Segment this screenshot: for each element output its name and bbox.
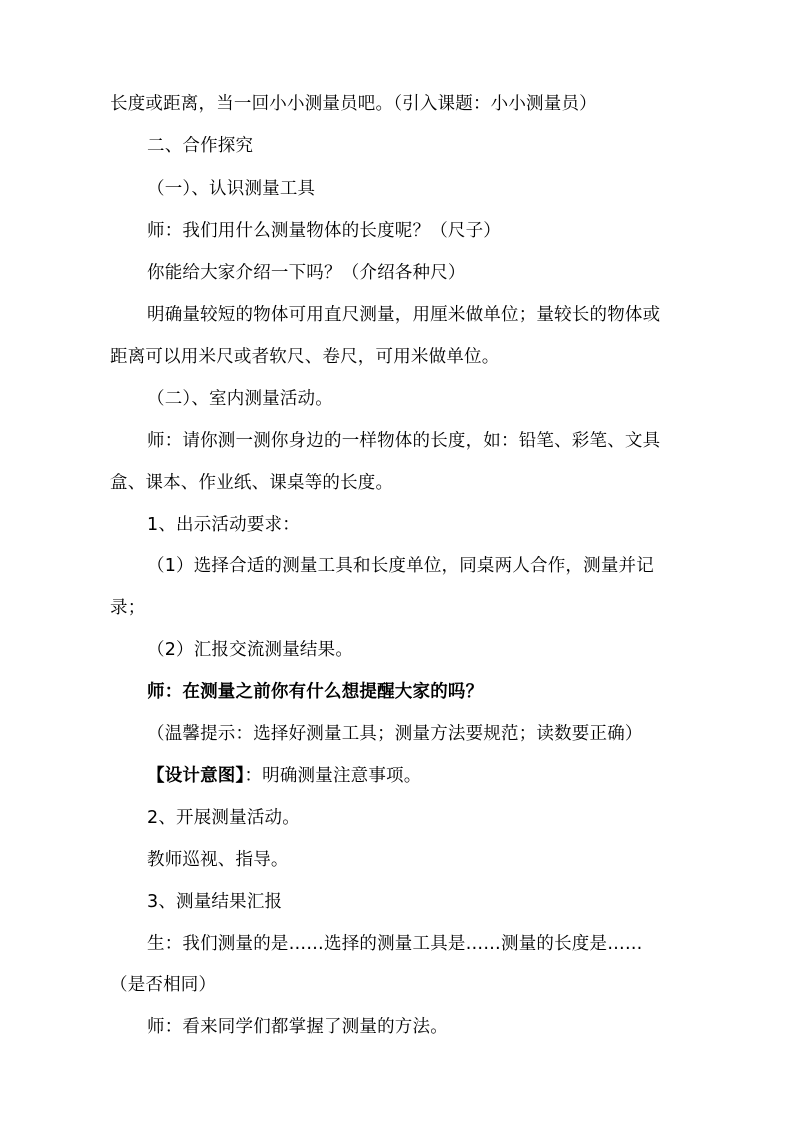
text-line: 教师巡视、指导。: [147, 850, 289, 870]
text-line: 师：请你测一测你身边的一样物体的长度，如：铅笔、彩笔、文具: [147, 431, 661, 451]
text-line: 师：看来同学们都掌握了测量的方法。: [147, 1017, 448, 1037]
text-line: 盒、课本、作业纸、课桌等的长度。: [110, 473, 394, 493]
section-heading: 二、合作探究: [147, 136, 254, 156]
text-line: 你能给大家介绍一下吗？（介绍各种尺）: [147, 263, 466, 283]
text-line: 师：我们用什么测量物体的长度呢？（尺子）: [147, 221, 501, 241]
design-intent-text: ：明确测量注意事项。: [244, 766, 422, 786]
design-intent-label: 【设计意图】: [147, 766, 245, 786]
list-heading: 1、出示活动要求：: [147, 515, 300, 535]
text-line: （2）汇报交流测量结果。: [147, 640, 354, 660]
text-line: 距离可以用米尺或者软尺、卷尺，可用米做单位。: [110, 347, 500, 367]
text-line: 明确量较短的物体可用直尺测量，用厘米做单位；量较长的物体或: [147, 305, 661, 325]
text-line: （是否相同）: [110, 975, 217, 995]
subsection-heading: （二）、室内测量活动。: [147, 389, 333, 409]
text-line: （温馨提示：选择好测量工具；测量方法要规范；读数要正确）: [147, 724, 643, 744]
text-line: （1）选择合适的测量工具和长度单位，同桌两人合作，测量并记: [147, 556, 654, 576]
text-line: 生：我们测量的是……选择的测量工具是……测量的长度是……: [147, 934, 643, 954]
design-intent-line: [147, 764, 421, 788]
subsection-heading: （一）、认识测量工具: [147, 179, 316, 199]
list-heading: 2、开展测量活动。: [147, 808, 300, 828]
text-line: 录；: [110, 598, 146, 618]
text-line: 长度或距离，当一回小小测量员吧。（引入课题：小小测量员）: [110, 94, 597, 114]
list-heading: 3、测量结果汇报: [147, 892, 283, 912]
bold-question: 师：在测量之前你有什么想提醒大家的吗？: [147, 682, 484, 702]
